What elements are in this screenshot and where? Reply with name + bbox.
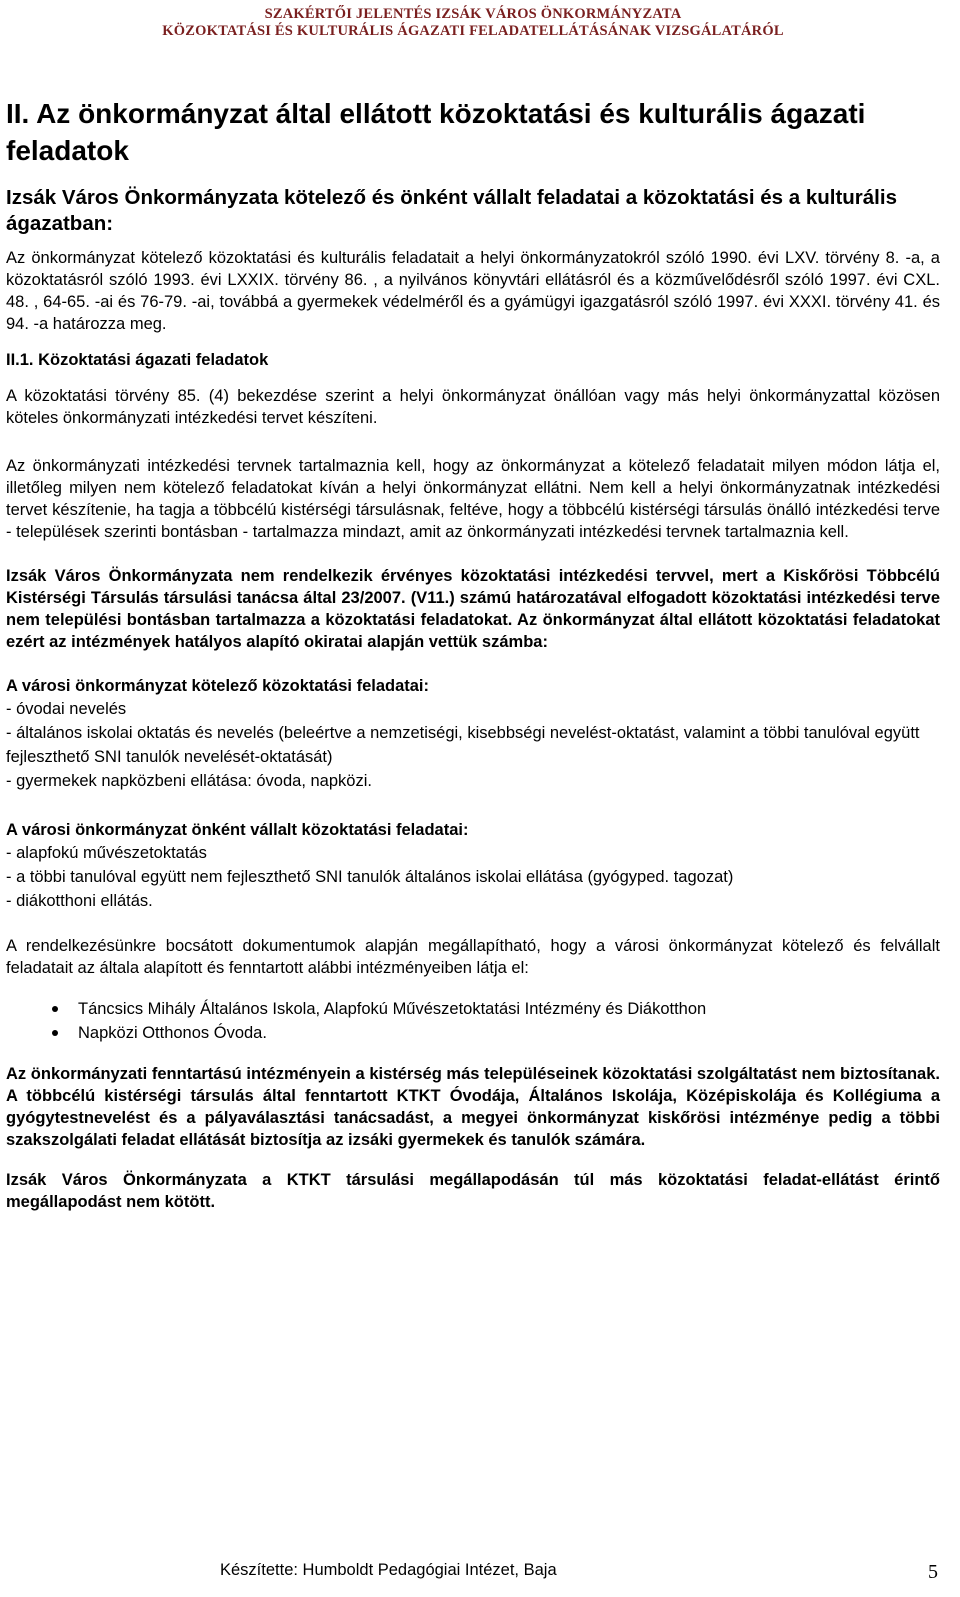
running-header [6,0,940,40]
bullet-icon [52,1030,58,1036]
mandatory-list [6,697,940,793]
ktkt-paragraph: Az önkormányzati fenntartású intézményein a kistérség más településeinek közoktatási szolgáltatást nem biztosítanak. A többcélú kistérségi társulás által fenntartott KTKT Óvodája, Általános Iskolája, Középiskolája és Kollégiuma a gyógytestnevelést és a pályaválasztási tanácsadást, a megyei önkormányzat kiskőrösi intézménye pedig a többi szakszolgálati feladat ellátását biztosítja az izsáki gyermekek és tanulók számára. [6,1065,940,1149]
institution-name: Táncsics Mihály Általános Iskola, Alapfokú Művészetoktatási Intézmény és Diákotthon [78,1000,707,1018]
bullet-icon [52,1006,58,1012]
institution-list [6,997,940,1045]
voluntary-heading: A városi önkormányzat önként vállalt közoktatási feladatai: [6,821,469,839]
izsak-plan-paragraph: Izsák Város Önkormányzata nem rendelkezik érvényes közoktatási intézkedési tervvel, mert a Kiskőrösi Többcélú Kistérségi Társulás társulási tanácsa által 23/2007. (V11.) számú határozatával elfogadott közoktatási intézkedési terve nem települési bontásban tartalmazza a közoktatási feladatokat. Az önkormányzat által ellátott közoktatási feladatokat ezért az intézmények hatályos alapító okiratai alapján vettük számba: [6,567,940,651]
list-item: - a többi tanulóval együtt nem fejleszthető SNI tanulók általános iskolai ellátása (gyógyped. tagozat) [6,868,734,886]
plan-paragraph: Az önkormányzati intézkedési tervnek tartalmaznia kell, hogy az önkormányzat a kötelező feladatait milyen módon látja el, illetőleg milyen nem kötelező feladatokat kíván a helyi önkormányzat ellátni. Nem kell a helyi önkormányzatnak intézkedési tervet készítenie, ha tagja a többcélú kistérségi társulásnak, feltéve, hogy a többcélú kistérségi társulás önálló intézkedési terve - települések szerinti bontásban - tartalmazza mindazt, amit az önkormányzati intézkedési tervnek tartalmaznia kell. [6,457,940,541]
institution-name: Napközi Otthonos Óvoda. [78,1024,267,1042]
voluntary-list [6,841,940,913]
mandatory-heading: A városi önkormányzat kötelező közoktatási feladatai: [6,677,430,695]
list-item: - diákotthoni ellátás. [6,892,153,910]
list-item: - általános iskolai oktatás és nevelés (beleértve a nemzetiségi, kisebbségi nevelést-oktatást, valamint a többi tanulóval együtt fejleszthető SNI tanulók nevelését-oktatását) [6,724,920,766]
page-footer [0,1557,960,1587]
list-item [52,1021,940,1045]
section-title: II. Az önkormányzat által ellátott közoktatási és kulturális ágazati feladatok [6,98,866,166]
law-paragraph: A közoktatási törvény 85. (4) bekezdése szerint a helyi önkormányzat önállóan vagy más helyi önkormányzattal közösen köteles önkormányzati intézkedési tervet készíteni. [6,387,940,427]
page-number: 5 [928,1561,938,1583]
subtitle: Izsák Város Önkormányzata kötelező és önként vállalt feladatai a közoktatási és a kulturális ágazatban: [6,186,897,235]
documents-paragraph: A rendelkezésünkre bocsátott dokumentumok alapján megállapítható, hogy a városi önkormányzat kötelező és felvállalt feladatait az általa alapított és fenntartott alábbi intézményeiben látja el: [6,937,940,977]
intro-paragraph: Az önkormányzat kötelező közoktatási és kulturális feladatait a helyi önkormányzatokról szóló 1990. évi LXV. törvény 8. -a, a közoktatásról szóló 1993. évi LXXIX. törvény 86. , a nyilvános könyvtári ellátásról és a közművelődésről szóló 1997. évi CXL. 48. , 64-65. -ai és 76-79. -ai, továbbá a gyermekek védelméről és a gyámügyi igazgatásról szóló 1997. évi XXXI. törvény 41. és 94. -a határozza meg. [6,249,940,333]
section-2-1-title: II.1. Közoktatási ágazati feladatok [6,351,269,369]
agreement-paragraph: Izsák Város Önkormányzata a KTKT társulási megállapodásán túl más közoktatási feladat-ellátást érintő megállapodást nem kötött. [6,1171,940,1211]
running-header-line-2: KÖZOKTATÁSI ÉS KULTURÁLIS ÁGAZATI FELADATELLÁTÁSÁNAK VIZSGÁLATÁRÓL [162,23,784,39]
prepared-by: Készítette: Humboldt Pedagógiai Intézet, Baja [220,1561,557,1579]
list-item [52,997,940,1021]
running-header-line-1: SZAKÉRTŐI JELENTÉS IZSÁK VÁROS ÖNKORMÁNYZATA [264,6,682,22]
list-item: - alapfokú művészetoktatás [6,844,207,862]
list-item: - óvodai nevelés [6,700,127,718]
list-item: - gyermekek napközbeni ellátása: óvoda, napközi. [6,772,372,790]
